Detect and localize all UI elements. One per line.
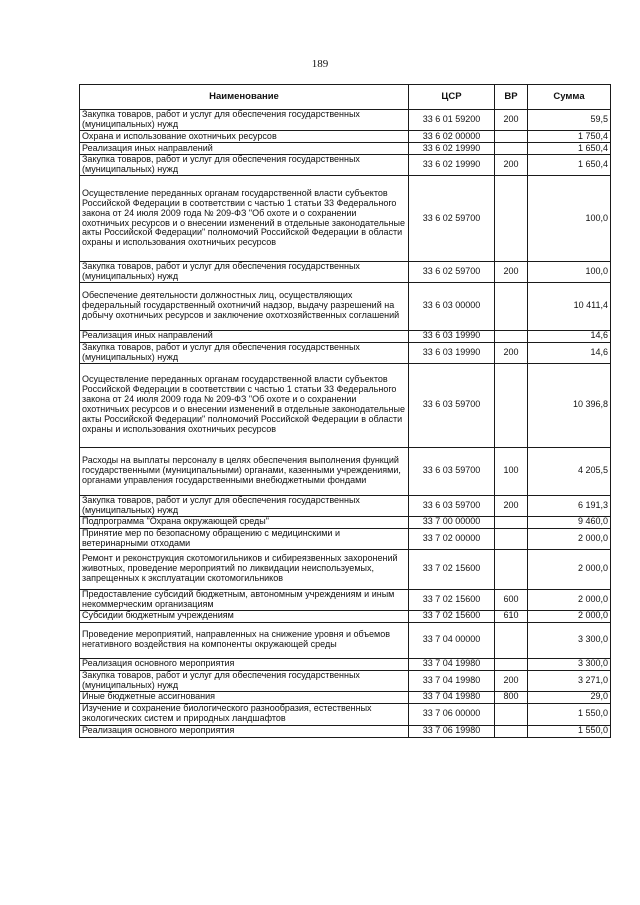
row-sum: 3 300,0 — [528, 622, 611, 658]
row-vr: 200 — [495, 110, 528, 131]
row-name: Осуществление переданных органам государственной власти субъектов Российской Федерации в соответствии с частью 1 статьи 33 Федерального закона от 24 июля 2009 года № 209-ФЗ "Об охоте и о сохранении охотничьих ресурсов и о внесении изменений в отдельные законодательные акты Российской Федерации" полномочий Российской Федерации в области охраны и использования охотничьих ресурсов — [80, 176, 409, 262]
row-name: Субсидии бюджетным учреждениям — [80, 610, 409, 622]
row-vr: 100 — [495, 447, 528, 495]
row-csr: 33 7 04 19980 — [409, 670, 495, 691]
table-row — [80, 670, 611, 691]
header-name: Наименование — [80, 85, 409, 110]
row-vr — [495, 528, 528, 549]
table-row — [80, 589, 611, 610]
row-vr — [495, 131, 528, 143]
row-sum: 10 396,8 — [528, 363, 611, 447]
row-name: Ремонт и реконструкция скотомогильников и сибиреязвенных захоронений животных, проведение мероприятий по ликвидации неиспользуемых, запрещенных к эксплуатации скотомогильников — [80, 549, 409, 589]
table-row — [80, 131, 611, 143]
row-csr: 33 6 01 59200 — [409, 110, 495, 131]
row-name: Реализация иных направлений — [80, 143, 409, 155]
row-csr: 33 7 04 19980 — [409, 691, 495, 703]
table-row — [80, 330, 611, 342]
row-name: Иные бюджетные ассигнования — [80, 691, 409, 703]
row-vr — [495, 143, 528, 155]
row-name: Проведение мероприятий, направленных на снижение уровня и объемов негативного воздействия на компоненты окружающей среды — [80, 622, 409, 658]
table-row — [80, 658, 611, 670]
table-row — [80, 176, 611, 262]
row-csr: 33 7 02 15600 — [409, 549, 495, 589]
row-sum: 2 000,0 — [528, 528, 611, 549]
row-csr: 33 7 06 00000 — [409, 703, 495, 725]
row-name: Закупка товаров, работ и услуг для обеспечения государственных (муниципальных) нужд — [80, 110, 409, 131]
table-row — [80, 610, 611, 622]
row-name: Расходы на выплаты персоналу в целях обеспечения выполнения функций государственными (муниципальными) органами, казенными учреждениями, органами управления государственными внебюджетными фондами — [80, 447, 409, 495]
row-csr: 33 6 03 59700 — [409, 447, 495, 495]
row-csr: 33 7 02 15600 — [409, 589, 495, 610]
row-name: Закупка товаров, работ и услуг для обеспечения государственных (муниципальных) нужд — [80, 342, 409, 363]
row-csr: 33 7 04 00000 — [409, 622, 495, 658]
row-name: Обеспечение деятельности должностных лиц, осуществляющих федеральный государственный охотничий надзор, выдачу разрешений на добычу охотничьих ресурсов и заключение охотхозяйственных соглашений — [80, 282, 409, 330]
row-csr: 33 7 04 19980 — [409, 658, 495, 670]
row-name: Закупка товаров, работ и услуг для обеспечения государственных (муниципальных) нужд — [80, 262, 409, 283]
row-vr: 200 — [495, 495, 528, 516]
row-sum: 6 191,3 — [528, 495, 611, 516]
row-sum: 4 205,5 — [528, 447, 611, 495]
row-csr: 33 6 03 59700 — [409, 495, 495, 516]
row-sum: 1 650,4 — [528, 155, 611, 176]
row-sum: 1 550,0 — [528, 703, 611, 725]
table-row — [80, 549, 611, 589]
row-name: Реализация иных направлений — [80, 330, 409, 342]
row-vr: 200 — [495, 155, 528, 176]
table-row — [80, 262, 611, 283]
row-sum: 2 000,0 — [528, 610, 611, 622]
row-name: Закупка товаров, работ и услуг для обеспечения государственных (муниципальных) нужд — [80, 495, 409, 516]
row-sum: 100,0 — [528, 176, 611, 262]
table-row — [80, 691, 611, 703]
table-row — [80, 725, 611, 737]
row-sum: 14,6 — [528, 342, 611, 363]
row-vr — [495, 658, 528, 670]
row-csr: 33 7 02 00000 — [409, 528, 495, 549]
row-csr: 33 6 02 59700 — [409, 262, 495, 283]
row-csr: 33 6 03 19990 — [409, 330, 495, 342]
row-csr: 33 6 03 00000 — [409, 282, 495, 330]
row-csr: 33 7 06 19980 — [409, 725, 495, 737]
row-csr: 33 6 02 19990 — [409, 155, 495, 176]
header-csr: ЦСР — [409, 85, 495, 110]
row-vr: 610 — [495, 610, 528, 622]
row-name: Осуществление переданных органам государственной власти субъектов Российской Федерации в соответствии с частью 1 статьи 33 Федерального закона от 24 июля 2009 года № 209-ФЗ "Об охоте и о сохранении охотничьих ресурсов и о внесении изменений в отдельные законодательные акты Российской Федерации" полномочий Российской Федерации в области охраны и использования охотничьих ресурсов — [80, 363, 409, 447]
table-row — [80, 143, 611, 155]
row-vr — [495, 330, 528, 342]
table-row — [80, 110, 611, 131]
row-vr — [495, 516, 528, 528]
header-vr: ВР — [495, 85, 528, 110]
table-row — [80, 528, 611, 549]
row-sum: 10 411,4 — [528, 282, 611, 330]
table-row — [80, 703, 611, 725]
row-vr — [495, 725, 528, 737]
row-vr — [495, 282, 528, 330]
row-name: Подпрограмма "Охрана окружающей среды" — [80, 516, 409, 528]
row-sum: 100,0 — [528, 262, 611, 283]
row-csr: 33 7 00 00000 — [409, 516, 495, 528]
row-csr: 33 6 02 59700 — [409, 176, 495, 262]
page-number: 189 — [311, 58, 329, 70]
row-name: Охрана и использование охотничьих ресурсов — [80, 131, 409, 143]
row-vr — [495, 176, 528, 262]
row-sum: 1 650,4 — [528, 143, 611, 155]
row-vr: 200 — [495, 262, 528, 283]
row-csr: 33 6 02 19990 — [409, 143, 495, 155]
row-vr: 200 — [495, 670, 528, 691]
row-sum: 3 300,0 — [528, 658, 611, 670]
row-sum: 29,0 — [528, 691, 611, 703]
table-row — [80, 516, 611, 528]
row-csr: 33 6 03 59700 — [409, 363, 495, 447]
row-csr: 33 7 02 15600 — [409, 610, 495, 622]
table-row — [80, 447, 611, 495]
table-row — [80, 363, 611, 447]
row-name: Реализация основного мероприятия — [80, 725, 409, 737]
budget-table — [79, 84, 611, 738]
row-name: Реализация основного мероприятия — [80, 658, 409, 670]
table-row — [80, 495, 611, 516]
row-name: Предоставление субсидий бюджетным, автономным учреждениям и иным некоммерческим организациям — [80, 589, 409, 610]
row-sum: 2 000,0 — [528, 549, 611, 589]
row-csr: 33 6 02 00000 — [409, 131, 495, 143]
row-vr — [495, 363, 528, 447]
header-sum: Сумма — [528, 85, 611, 110]
table-row — [80, 622, 611, 658]
row-name: Закупка товаров, работ и услуг для обеспечения государственных (муниципальных) нужд — [80, 155, 409, 176]
row-sum: 9 460,0 — [528, 516, 611, 528]
row-sum: 59,5 — [528, 110, 611, 131]
row-vr: 200 — [495, 342, 528, 363]
row-csr: 33 6 03 19990 — [409, 342, 495, 363]
row-sum: 3 271,0 — [528, 670, 611, 691]
table-row — [80, 155, 611, 176]
table-row — [80, 282, 611, 330]
row-vr: 600 — [495, 589, 528, 610]
table-row — [80, 342, 611, 363]
row-sum: 1 750,4 — [528, 131, 611, 143]
row-sum: 1 550,0 — [528, 725, 611, 737]
row-name: Принятие мер по безопасному обращению с медицинскими и ветеринарными отходами — [80, 528, 409, 549]
row-sum: 14,6 — [528, 330, 611, 342]
row-sum: 2 000,0 — [528, 589, 611, 610]
row-name: Закупка товаров, работ и услуг для обеспечения государственных (муниципальных) нужд — [80, 670, 409, 691]
row-name: Изучение и сохранение биологического разнообразия, естественных экологических систем и природных ландшафтов — [80, 703, 409, 725]
row-vr: 800 — [495, 691, 528, 703]
row-vr — [495, 549, 528, 589]
row-vr — [495, 622, 528, 658]
table-header-row — [80, 85, 611, 110]
row-vr — [495, 703, 528, 725]
